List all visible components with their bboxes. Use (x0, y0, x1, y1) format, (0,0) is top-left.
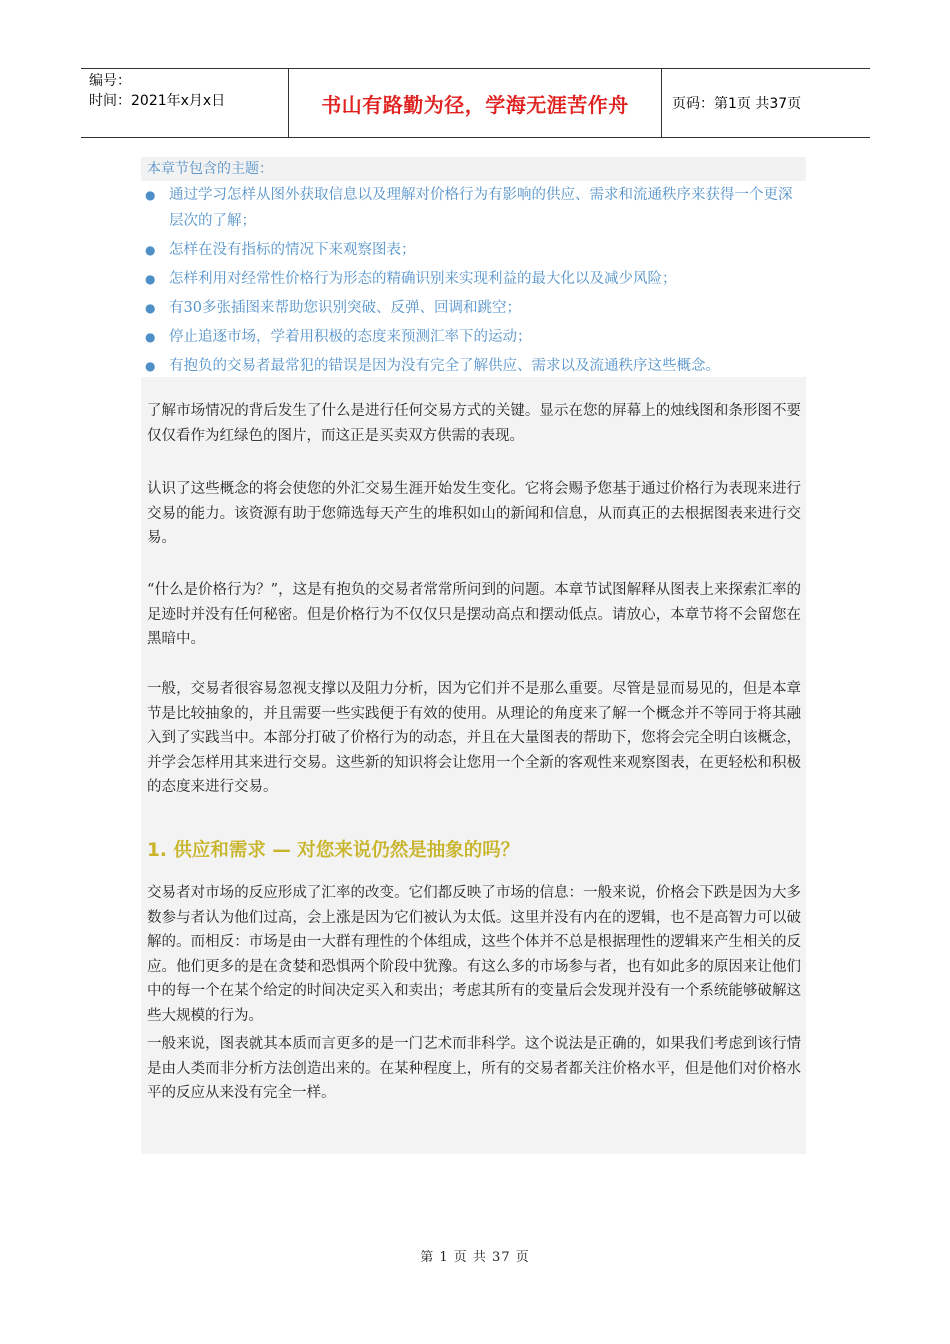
list-item: ● 怎样在没有指标的情况下来观察图表； (141, 237, 806, 263)
list-item: ● 怎样利用对经常性价格行为形态的精确识别来实现利益的最大化以及减少风险； (141, 266, 806, 292)
bullet-icon: ● (145, 188, 156, 202)
paragraph-6: 一般来说，图表就其本质而言更多的是一门艺术而非科学。这个说法是正确的，如果我们考虑到该行情是由人类而非分析方法创造出来的。在某种程度上，所有的交易者都关注价格水平，但是他们对价格水平的反应从来没有完全一样。 (147, 1036, 801, 1101)
number-label: 编号： (89, 73, 131, 89)
list-item: ● 有抱负的交易者最常犯的错误是因为没有完全了解供应、需求以及流通秩序这些概念。 (141, 353, 806, 379)
list-item: ● 停止追逐市场，学着用积极的态度来预测汇率下的运动； (141, 324, 806, 350)
list-item: ● 通过学习怎样从图外获取信息以及理解对价格行为有影响的供应、需求和流通秩序来获得一个更深层次的了解； (141, 182, 806, 234)
paragraph-5: 交易者对市场的反应形成了汇率的改变。它们都反映了市场的信息：一般来说，价格会下跌是因为大多数参与者认为他们过高，会上涨是因为它们被认为太低。这里并没有内在的逻辑，也不是高智力可以破解的。而相反：市场是由一大群有理性的个体组成，这些个体并不总是根据理性的逻辑来产生相关的反应。他们更多的是在贪婪和恐惧两个阶段中犹豫。有这么多的市场参与者，也有如此多的原因来让他们中的每一个在某个给定的时间决定买入和卖出；考虑其所有的变量后会发现并没有一个系统能够破解这些大规模的行为。 (147, 885, 801, 1024)
paragraph-2: 认识了这些概念的将会使您的外汇交易生涯开始发生变化。它将会赐予您基于通过价格行为表现来进行交易的能力。该资源有助于您筛选每天产生的堆积如山的新闻和信息，从而真正的去根据图表来进行交易。 (147, 481, 801, 546)
header-motto: 书山有路勤为径，学海无涯苦作舟 (289, 69, 662, 137)
bullet-icon: ● (145, 301, 156, 315)
paragraph-3: “什么是价格行为？”，这是有抱负的交易者常常所问到的问题。本章节试图解释从图表上来探索汇率的足迹时并没有任何秘密。但是价格行为不仅仅只是摆动高点和摆动低点。请放心，本章节将不会留您在黑暗中。 (147, 582, 801, 647)
document-header (81, 68, 870, 138)
paragraph-1: 了解市场情况的背后发生了什么是进行任何交易方式的关键。显示在您的屏幕上的烛线图和条形图不要仅仅看作为红绿色的图片，而这正是买卖双方供需的表现。 (147, 403, 801, 444)
list-item: ● 有30多张插图来帮助您识别突破、反弹、回调和跳空； (141, 295, 806, 321)
header-page-number: 页码：第1页 共37页 (672, 96, 802, 112)
bullet-icon: ● (145, 272, 156, 286)
topics-list (141, 182, 806, 382)
section-heading: 1. 供应和需求 — 对您来说仍然是抽象的吗？ (147, 840, 520, 861)
topics-title: 本章节包含的主题： (141, 157, 806, 181)
header-meta (81, 69, 289, 137)
time-label: 时间：2021年x月x日 (89, 93, 226, 109)
bullet-icon: ● (145, 243, 156, 257)
bullet-icon: ● (145, 359, 156, 373)
bullet-icon: ● (145, 330, 156, 344)
paragraph-4: 一般，交易者很容易忽视支撑以及阻力分析，因为它们并不是那么重要。尽管是显而易见的，但是本章节是比较抽象的，并且需要一些实践便于有效的使用。从理论的角度来了解一个概念并不等同于将其融入到了实践当中。本部分打破了价格行为的动态，并且在大量图表的帮助下，您将会完全明白该概念，并学会怎样用其来进行交易。这些新的知识将会让您用一个全新的客观性来观察图表，在更轻松和积极的态度来进行交易。 (147, 681, 801, 795)
page-footer: 第 1 页 共 37 页 (420, 1250, 530, 1265)
